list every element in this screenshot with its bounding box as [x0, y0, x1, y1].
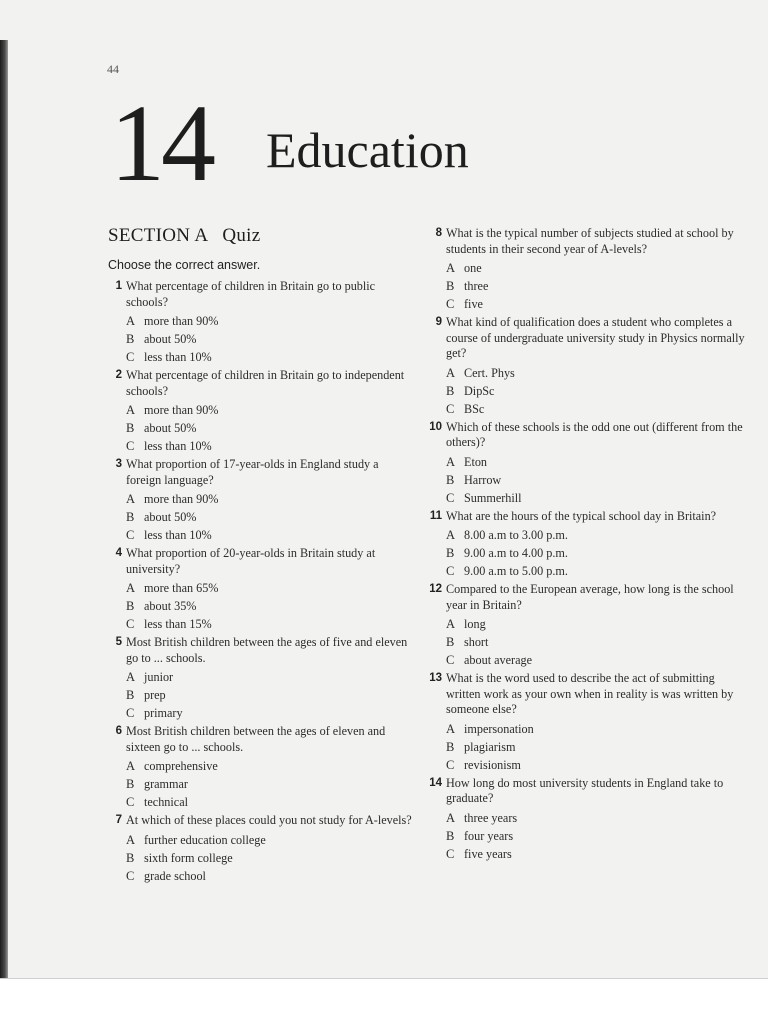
- option-letter: C: [126, 617, 135, 631]
- question-text: What kind of qualification does a student who completes a course of undergraduate university study in Physics normally get?: [446, 315, 745, 360]
- question-number: 13: [429, 672, 442, 684]
- chapter-number: 14: [110, 82, 212, 204]
- answer-option: [126, 597, 414, 615]
- question-column-left: [104, 279, 414, 887]
- answer-option: [446, 562, 749, 580]
- option-text: primary: [144, 706, 183, 720]
- question-text: At which of these places could you not study for A-levels?: [126, 813, 412, 827]
- question-text: Most British children between the ages of five and eleven go to ... schools.: [126, 635, 408, 665]
- option-letter: A: [446, 810, 456, 825]
- option-letter: C: [126, 350, 135, 364]
- answer-options: [126, 668, 414, 722]
- answer-option: [446, 400, 749, 418]
- section-heading: [108, 225, 261, 247]
- quiz-question: [424, 582, 749, 669]
- question-text: What proportion of 20-year-olds in Britain study at university?: [126, 546, 376, 576]
- answer-option: [446, 827, 749, 845]
- option-text: 9.00 a.m to 5.00 p.m.: [464, 564, 568, 578]
- option-text: about 35%: [144, 599, 197, 613]
- option-letter: A: [126, 670, 136, 684]
- answer-option: [126, 508, 414, 526]
- option-letter: A: [446, 454, 456, 469]
- option-letter: C: [446, 846, 455, 861]
- quiz-instructions: Choose the correct answer.: [108, 258, 261, 272]
- option-letter: A: [126, 403, 136, 417]
- option-letter: B: [446, 279, 455, 293]
- option-text: one: [464, 261, 482, 275]
- question-text: What percentage of children in Britain go to public schools?: [126, 279, 376, 309]
- answer-options: [126, 757, 414, 811]
- option-letter: A: [126, 759, 136, 773]
- answer-option: [446, 471, 749, 489]
- question-number: 12: [429, 583, 442, 595]
- question-number: 1: [115, 280, 122, 292]
- option-text: 9.00 a.m to 4.00 p.m.: [464, 546, 568, 560]
- question-text: Compared to the European average, how long is the school year in Britain?: [446, 582, 734, 612]
- answer-options: [446, 809, 749, 863]
- option-text: about 50%: [144, 510, 197, 524]
- option-letter: B: [446, 828, 455, 843]
- question-text: How long do most university students in England take to graduate?: [446, 775, 724, 805]
- answer-option: [446, 364, 749, 382]
- option-letter: C: [126, 439, 135, 453]
- option-letter: C: [446, 401, 455, 416]
- question-number: 3: [115, 458, 122, 470]
- option-text: four years: [464, 828, 514, 843]
- option-text: revisionism: [464, 757, 521, 772]
- question-text: What is the typical number of subjects studied at school by students in their second year of A-levels?: [446, 226, 734, 256]
- option-text: Cert. Phys: [464, 365, 515, 380]
- answer-option: [126, 330, 414, 348]
- answer-options: [446, 259, 749, 313]
- option-text: comprehensive: [144, 759, 218, 773]
- option-text: 8.00 a.m to 3.00 p.m.: [464, 528, 568, 542]
- quiz-question: [104, 724, 414, 811]
- option-letter: A: [446, 528, 456, 542]
- section-name: Quiz: [222, 225, 261, 246]
- option-letter: B: [126, 777, 135, 791]
- quiz-question: [104, 457, 414, 544]
- answer-options: [126, 401, 414, 455]
- option-letter: C: [126, 528, 135, 542]
- answer-options: [446, 526, 749, 580]
- quiz-question: [424, 776, 749, 863]
- answer-options: [446, 615, 749, 669]
- answer-options: [126, 490, 414, 544]
- option-text: Summerhill: [464, 490, 522, 505]
- answer-option: [126, 615, 414, 633]
- quiz-question: [424, 315, 749, 418]
- answer-options: [126, 831, 414, 885]
- option-letter: C: [446, 490, 455, 505]
- question-number: 2: [115, 369, 122, 381]
- option-letter: C: [446, 564, 455, 578]
- page-bottom-margin: [0, 978, 768, 1025]
- answer-option: [126, 579, 414, 597]
- quiz-question: [104, 546, 414, 633]
- option-text: prep: [144, 688, 166, 702]
- answer-option: [446, 526, 749, 544]
- answer-option: [126, 419, 414, 437]
- option-text: grammar: [144, 777, 188, 791]
- question-text: What percentage of children in Britain go to independent schools?: [126, 368, 405, 398]
- option-letter: A: [446, 365, 456, 380]
- quiz-question: [104, 813, 414, 885]
- option-letter: B: [446, 472, 455, 487]
- option-text: junior: [144, 670, 174, 684]
- question-number: 4: [115, 547, 122, 559]
- quiz-question: [104, 279, 414, 366]
- answer-option: [446, 295, 749, 313]
- answer-option: [446, 453, 749, 471]
- page-binding-edge: [0, 40, 8, 980]
- answer-option: [446, 259, 749, 277]
- option-letter: B: [446, 635, 455, 649]
- answer-option: [126, 757, 414, 775]
- option-text: about 50%: [144, 332, 197, 346]
- option-letter: C: [126, 706, 135, 720]
- option-text: less than 10%: [144, 528, 212, 542]
- option-letter: A: [446, 617, 456, 631]
- answer-option: [126, 849, 414, 867]
- question-text: What proportion of 17-year-olds in England study a foreign language?: [126, 457, 379, 487]
- answer-options: [446, 364, 749, 418]
- page-number: 44: [107, 62, 119, 76]
- answer-option: [446, 633, 749, 651]
- option-letter: A: [126, 581, 136, 595]
- question-number: 8: [435, 227, 442, 239]
- option-text: Harrow: [464, 472, 502, 487]
- option-letter: A: [126, 492, 136, 506]
- chapter-title: Education: [266, 122, 469, 178]
- option-letter: B: [126, 688, 135, 702]
- answer-option: [126, 831, 414, 849]
- section-label: SECTION A: [108, 225, 209, 246]
- answer-option: [126, 526, 414, 544]
- option-text: three: [464, 279, 489, 293]
- option-letter: B: [126, 599, 135, 613]
- answer-option: [446, 615, 749, 633]
- answer-options: [446, 720, 749, 774]
- option-text: Eton: [464, 454, 488, 469]
- answer-option: [446, 756, 749, 774]
- option-letter: A: [126, 314, 136, 328]
- option-letter: A: [126, 832, 136, 847]
- answer-options: [446, 453, 749, 507]
- option-text: sixth form college: [144, 850, 233, 865]
- answer-option: [126, 312, 414, 330]
- option-letter: C: [126, 795, 135, 809]
- option-text: more than 90%: [144, 403, 219, 417]
- answer-option: [126, 704, 414, 722]
- option-text: grade school: [144, 868, 206, 883]
- option-letter: B: [126, 510, 135, 524]
- option-letter: A: [446, 721, 456, 736]
- question-number: 9: [435, 316, 442, 328]
- option-text: plagiarism: [464, 739, 516, 754]
- question-text: What is the word used to describe the act of submitting written work as your own when in reality is was written by someone else?: [446, 671, 734, 716]
- question-text: Which of these schools is the odd one out (different from the others)?: [446, 419, 743, 449]
- question-number: 5: [115, 636, 122, 648]
- option-text: BSc: [464, 401, 485, 416]
- quiz-question: [104, 368, 414, 455]
- answer-option: [126, 793, 414, 811]
- question-number: 6: [115, 725, 122, 737]
- answer-option: [446, 382, 749, 400]
- option-text: three years: [464, 810, 518, 825]
- answer-option: [446, 544, 749, 562]
- option-text: impersonation: [464, 721, 534, 736]
- option-text: technical: [144, 795, 188, 809]
- option-text: about average: [464, 653, 533, 667]
- answer-options: [126, 579, 414, 633]
- option-text: five: [464, 297, 483, 311]
- answer-option: [446, 720, 749, 738]
- option-text: less than 15%: [144, 617, 212, 631]
- option-letter: C: [446, 653, 455, 667]
- answer-option: [446, 809, 749, 827]
- option-text: more than 90%: [144, 314, 219, 328]
- option-letter: C: [446, 297, 455, 311]
- option-letter: B: [126, 850, 135, 865]
- answer-option: [126, 775, 414, 793]
- question-number: 7: [115, 814, 122, 826]
- question-text: Most British children between the ages of eleven and sixteen go to ... schools.: [126, 724, 386, 754]
- answer-option: [126, 686, 414, 704]
- option-text: less than 10%: [144, 439, 212, 453]
- answer-option: [446, 489, 749, 507]
- quiz-question: [424, 671, 749, 774]
- option-letter: B: [446, 739, 455, 754]
- option-text: short: [464, 635, 489, 649]
- quiz-question: [104, 635, 414, 722]
- option-letter: C: [446, 757, 455, 772]
- option-text: more than 90%: [144, 492, 219, 506]
- question-number: 14: [429, 776, 442, 789]
- question-number: 11: [429, 509, 442, 522]
- quiz-question: [424, 420, 749, 507]
- option-letter: B: [126, 332, 135, 346]
- answer-option: [446, 845, 749, 863]
- answer-option: [446, 651, 749, 669]
- option-letter: A: [446, 261, 456, 275]
- option-letter: B: [126, 421, 135, 435]
- question-text: What are the hours of the typical school day in Britain?: [446, 508, 717, 523]
- option-text: DipSc: [464, 383, 495, 398]
- option-text: long: [464, 617, 486, 631]
- answer-option: [126, 437, 414, 455]
- option-text: about 50%: [144, 421, 197, 435]
- quiz-question: [424, 509, 749, 581]
- quiz-question: [424, 226, 749, 313]
- question-column-right: [424, 226, 749, 865]
- option-text: five years: [464, 846, 512, 861]
- answer-options: [126, 312, 414, 366]
- answer-option: [446, 277, 749, 295]
- option-text: further education college: [144, 832, 266, 847]
- answer-option: [126, 490, 414, 508]
- answer-option: [126, 867, 414, 885]
- option-letter: B: [446, 546, 455, 560]
- answer-option: [126, 401, 414, 419]
- option-text: more than 65%: [144, 581, 219, 595]
- answer-option: [446, 738, 749, 756]
- question-number: 10: [429, 420, 442, 433]
- option-letter: C: [126, 868, 135, 883]
- option-text: less than 10%: [144, 350, 212, 364]
- answer-option: [126, 668, 414, 686]
- answer-option: [126, 348, 414, 366]
- option-letter: B: [446, 383, 455, 398]
